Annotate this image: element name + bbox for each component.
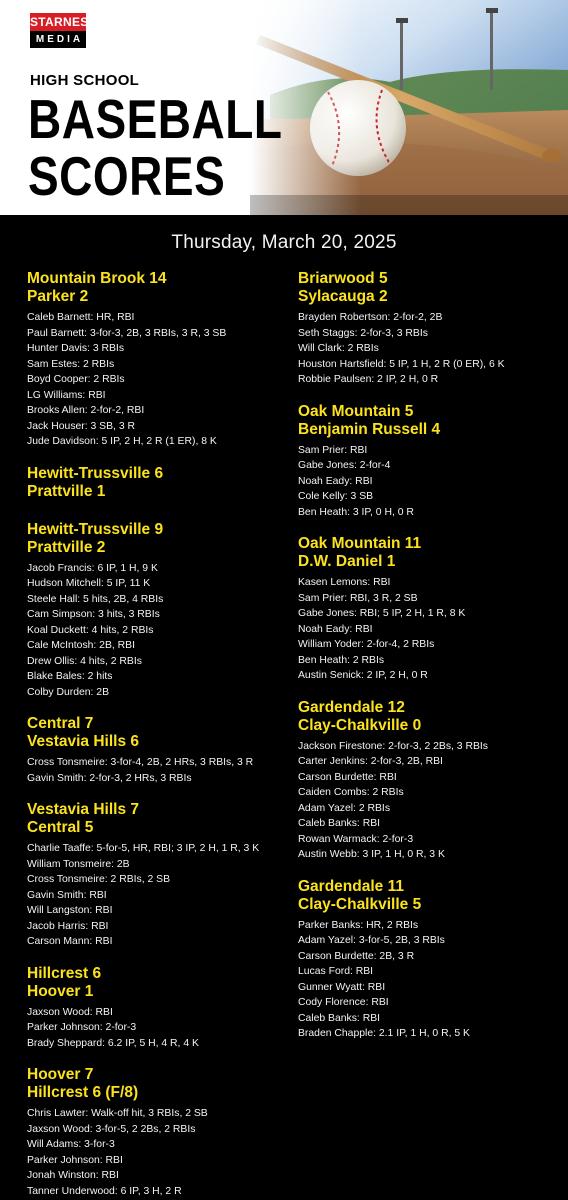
player-stat-line: Cross Tonsmeire: 2 RBIs, 2 SB xyxy=(27,874,171,885)
winning-team-score: Oak Mountain 5 xyxy=(298,402,414,420)
player-stat-line: Jaxson Wood: RBI xyxy=(27,1006,113,1018)
game-block xyxy=(27,270,299,450)
player-stat-line: Jude Davidson: 5 IP, 2 H, 2 R (1 ER), 8 K xyxy=(27,436,217,447)
player-stat-line: Charlie Taaffe: 5-for-5, HR, RBI; 3 IP, 2 H, 1 R, 3 K xyxy=(27,843,260,854)
logo-line1: STARNES xyxy=(30,15,89,29)
game-block xyxy=(27,715,299,786)
player-stat-line: Caleb Barnett: HR, RBI xyxy=(27,312,135,323)
player-stat-line: Carson Mann: RBI xyxy=(27,936,113,947)
game-block xyxy=(298,878,568,1042)
baseball-and-bat-image xyxy=(250,0,568,215)
player-stat-line: Kasen Lemons: RBI xyxy=(298,577,391,588)
player-stat-line: Gabe Jones: 2-for-4 xyxy=(298,460,391,471)
player-stat-line: Cole Kelly: 3 SB xyxy=(298,491,374,502)
header-kicker: HIGH SCHOOL xyxy=(30,72,140,89)
header-banner xyxy=(0,0,568,215)
player-stat-line: Caleb Banks: RBI xyxy=(298,1012,381,1024)
player-stat-line: Jaxson Wood: 3-for-5, 2 2Bs, 2 RBIs xyxy=(27,1123,196,1135)
player-stat-line: Cam Simpson: 3 hits, 3 RBIs xyxy=(27,609,160,620)
scores-date: Thursday, March 20, 2025 xyxy=(171,232,397,253)
left-scores-column xyxy=(27,270,299,1200)
losing-team-score: Benjamin Russell 4 xyxy=(298,420,441,438)
player-stat-line: Will Langston: RBI xyxy=(27,905,113,916)
game-block xyxy=(298,699,568,863)
player-stat-line: Austin Webb: 3 IP, 1 H, 0 R, 3 K xyxy=(298,849,445,860)
losing-team-score: Prattville 1 xyxy=(27,482,106,500)
game-block xyxy=(27,965,299,1052)
player-stat-line: Gavin Smith: RBI xyxy=(27,889,107,901)
winning-team-score: Oak Mountain 11 xyxy=(298,535,422,552)
game-block xyxy=(298,270,568,388)
losing-team-score: D.W. Daniel 1 xyxy=(298,553,396,570)
winning-team-score: Hewitt-Trussville 9 xyxy=(27,520,164,538)
game-block xyxy=(27,521,299,701)
headline-line2: SCORES xyxy=(28,145,226,207)
winning-team-score: Briarwood 5 xyxy=(298,270,388,287)
player-stat-line: Rowan Warmack: 2-for-3 xyxy=(298,833,414,845)
player-stat-line: LG Williams: RBI xyxy=(27,389,106,401)
player-stats-list xyxy=(298,310,568,388)
player-stat-line: Chris Lawter: Walk-off hit, 3 RBIs, 2 SB xyxy=(27,1108,208,1119)
losing-team-score: Central 5 xyxy=(27,819,94,836)
player-stat-line: Adam Yazel: 3-for-5, 2B, 3 RBIs xyxy=(298,935,445,946)
player-stats-list xyxy=(27,1005,299,1052)
game-block xyxy=(27,465,299,501)
player-stat-line: Adam Yazel: 2 RBIs xyxy=(298,802,391,814)
losing-team-score: Sylacauga 2 xyxy=(298,288,388,305)
player-stat-line: Cross Tonsmeire: 3-for-4, 2B, 2 HRs, 3 RBIs, 3 R xyxy=(27,757,254,768)
player-stats-list xyxy=(27,841,299,950)
player-stat-line: Parker Banks: HR, 2 RBIs xyxy=(298,919,419,931)
losing-team-score: Clay-Chalkville 5 xyxy=(298,895,422,913)
player-stat-line: Blake Bales: 2 hits xyxy=(27,671,113,682)
player-stat-line: Gavin Smith: 2-for-3, 2 HRs, 3 RBIs xyxy=(27,772,192,784)
player-stat-line: Parker Johnson: RBI xyxy=(27,1154,123,1166)
player-stat-line: Caiden Combs: 2 RBIs xyxy=(298,787,404,798)
player-stat-line: Carson Burdette: 2B, 3 R xyxy=(298,950,415,962)
player-stat-line: Brooks Allen: 2-for-2, RBI xyxy=(27,405,145,416)
player-stat-line: Noah Eady: RBI xyxy=(298,475,373,487)
player-stat-line: William Yoder: 2-for-4, 2 RBIs xyxy=(298,639,435,650)
player-stat-line: Gabe Jones: RBI; 5 IP, 2 H, 1 R, 8 K xyxy=(298,608,466,619)
player-stat-line: Colby Durden: 2B xyxy=(27,686,110,698)
player-stat-line: Drew Ollis: 4 hits, 2 RBIs xyxy=(27,655,142,667)
losing-team-score: Prattville 2 xyxy=(27,538,106,556)
winning-team-score: Gardendale 12 xyxy=(298,698,405,716)
player-stats-list xyxy=(298,575,568,684)
player-stats-list xyxy=(27,1106,299,1199)
game-block xyxy=(27,1066,299,1199)
winning-team-score: Hoover 7 xyxy=(27,1066,94,1083)
player-stat-line: Braden Chapple: 2.1 IP, 1 H, 0 R, 5 K xyxy=(298,1028,470,1039)
losing-team-score: Vestavia Hills 6 xyxy=(27,733,140,750)
player-stat-line: Hudson Mitchell: 5 IP, 11 K xyxy=(27,578,151,589)
player-stat-line: Jacob Francis: 6 IP, 1 H, 9 K xyxy=(27,562,158,574)
player-stat-line: Ben Heath: 3 IP, 0 H, 0 R xyxy=(298,506,414,518)
player-stat-line: Ben Heath: 2 RBIs xyxy=(298,654,385,666)
player-stat-line: Cale McIntosh: 2B, RBI xyxy=(27,640,135,651)
winning-team-score: Hewitt-Trussville 6 xyxy=(27,464,164,482)
player-stat-line: Tanner Underwood: 6 IP, 3 H, 2 R xyxy=(27,1185,182,1197)
winning-team-score: Vestavia Hills 7 xyxy=(27,801,140,818)
losing-team-score: Clay-Chalkville 0 xyxy=(298,716,422,734)
player-stat-line: Jackson Firestone: 2-for-3, 2 2Bs, 3 RBIs xyxy=(298,740,488,752)
game-block xyxy=(298,403,568,521)
player-stat-line: Will Clark: 2 RBIs xyxy=(298,343,379,354)
player-stat-line: Carson Burdette: RBI xyxy=(298,771,397,783)
player-stat-line: Austin Senick: 2 IP, 2 H, 0 R xyxy=(298,670,428,681)
player-stat-line: Jack Houser: 3 SB, 3 R xyxy=(27,420,135,432)
headline-line1: BASEBALL xyxy=(28,88,283,150)
player-stat-line: Jacob Harris: RBI xyxy=(27,920,109,932)
player-stats-list xyxy=(27,561,299,701)
winning-team-score: Hillcrest 6 xyxy=(27,964,102,982)
player-stat-line: Gunner Wyatt: RBI xyxy=(298,981,386,993)
starnes-media-logo xyxy=(30,13,89,51)
player-stats-list xyxy=(298,443,568,521)
winning-team-score: Central 7 xyxy=(27,715,94,732)
player-stat-line: Hunter Davis: 3 RBIs xyxy=(27,343,125,354)
player-stat-line: Koal Duckett: 4 hits, 2 RBIs xyxy=(27,624,154,636)
losing-team-score: Parker 2 xyxy=(27,288,89,305)
player-stats-list xyxy=(298,918,568,1042)
player-stats-list xyxy=(298,739,568,863)
losing-team-score: Hillcrest 6 (F/8) xyxy=(27,1084,139,1101)
player-stats-list xyxy=(27,755,299,786)
player-stat-line: Paul Barnett: 3-for-3, 2B, 3 RBIs, 3 R, 3 SB xyxy=(27,327,227,339)
game-block xyxy=(27,801,299,950)
player-stat-line: Carter Jenkins: 2-for-3, 2B, RBI xyxy=(298,756,443,767)
player-stat-line: Caleb Banks: RBI xyxy=(298,818,381,829)
player-stat-line: Boyd Cooper: 2 RBIs xyxy=(27,374,125,385)
player-stat-line: Robbie Paulsen: 2 IP, 2 H, 0 R xyxy=(298,374,439,385)
losing-team-score: Hoover 1 xyxy=(27,982,94,1000)
player-stat-line: Parker Johnson: 2-for-3 xyxy=(27,1022,137,1033)
player-stat-line: Cody Florence: RBI xyxy=(298,997,389,1008)
player-stat-line: Noah Eady: RBI xyxy=(298,623,373,635)
player-stat-line: Houston Hartsfield: 5 IP, 1 H, 2 R (0 ER), 6 K xyxy=(298,358,505,370)
player-stat-line: William Tonsmeire: 2B xyxy=(27,858,130,870)
game-block xyxy=(298,535,568,684)
player-stat-line: Will Adams: 3-for-3 xyxy=(27,1139,115,1150)
player-stat-line: Brady Sheppard: 6.2 IP, 5 H, 4 R, 4 K xyxy=(27,1037,199,1049)
player-stat-line: Brayden Robertson: 2-for-2, 2B xyxy=(298,312,443,323)
logo-line2: MEDIA xyxy=(30,31,86,48)
player-stat-line: Sam Prier: RBI xyxy=(298,444,368,456)
winning-team-score: Mountain Brook 14 xyxy=(27,270,167,287)
player-stats-list xyxy=(27,310,299,450)
player-stat-line: Seth Staggs: 2-for-3, 3 RBIs xyxy=(298,327,428,339)
player-stat-line: Lucas Ford: RBI xyxy=(298,966,374,977)
player-stat-line: Sam Estes: 2 RBIs xyxy=(27,358,115,370)
player-stat-line: Steele Hall: 5 hits, 2B, 4 RBIs xyxy=(27,593,164,605)
player-stat-line: Sam Prier: RBI, 3 R, 2 SB xyxy=(298,592,418,604)
right-scores-column xyxy=(298,270,568,1057)
player-stat-line: Jonah Winston: RBI xyxy=(27,1170,119,1181)
winning-team-score: Gardendale 11 xyxy=(298,877,404,895)
